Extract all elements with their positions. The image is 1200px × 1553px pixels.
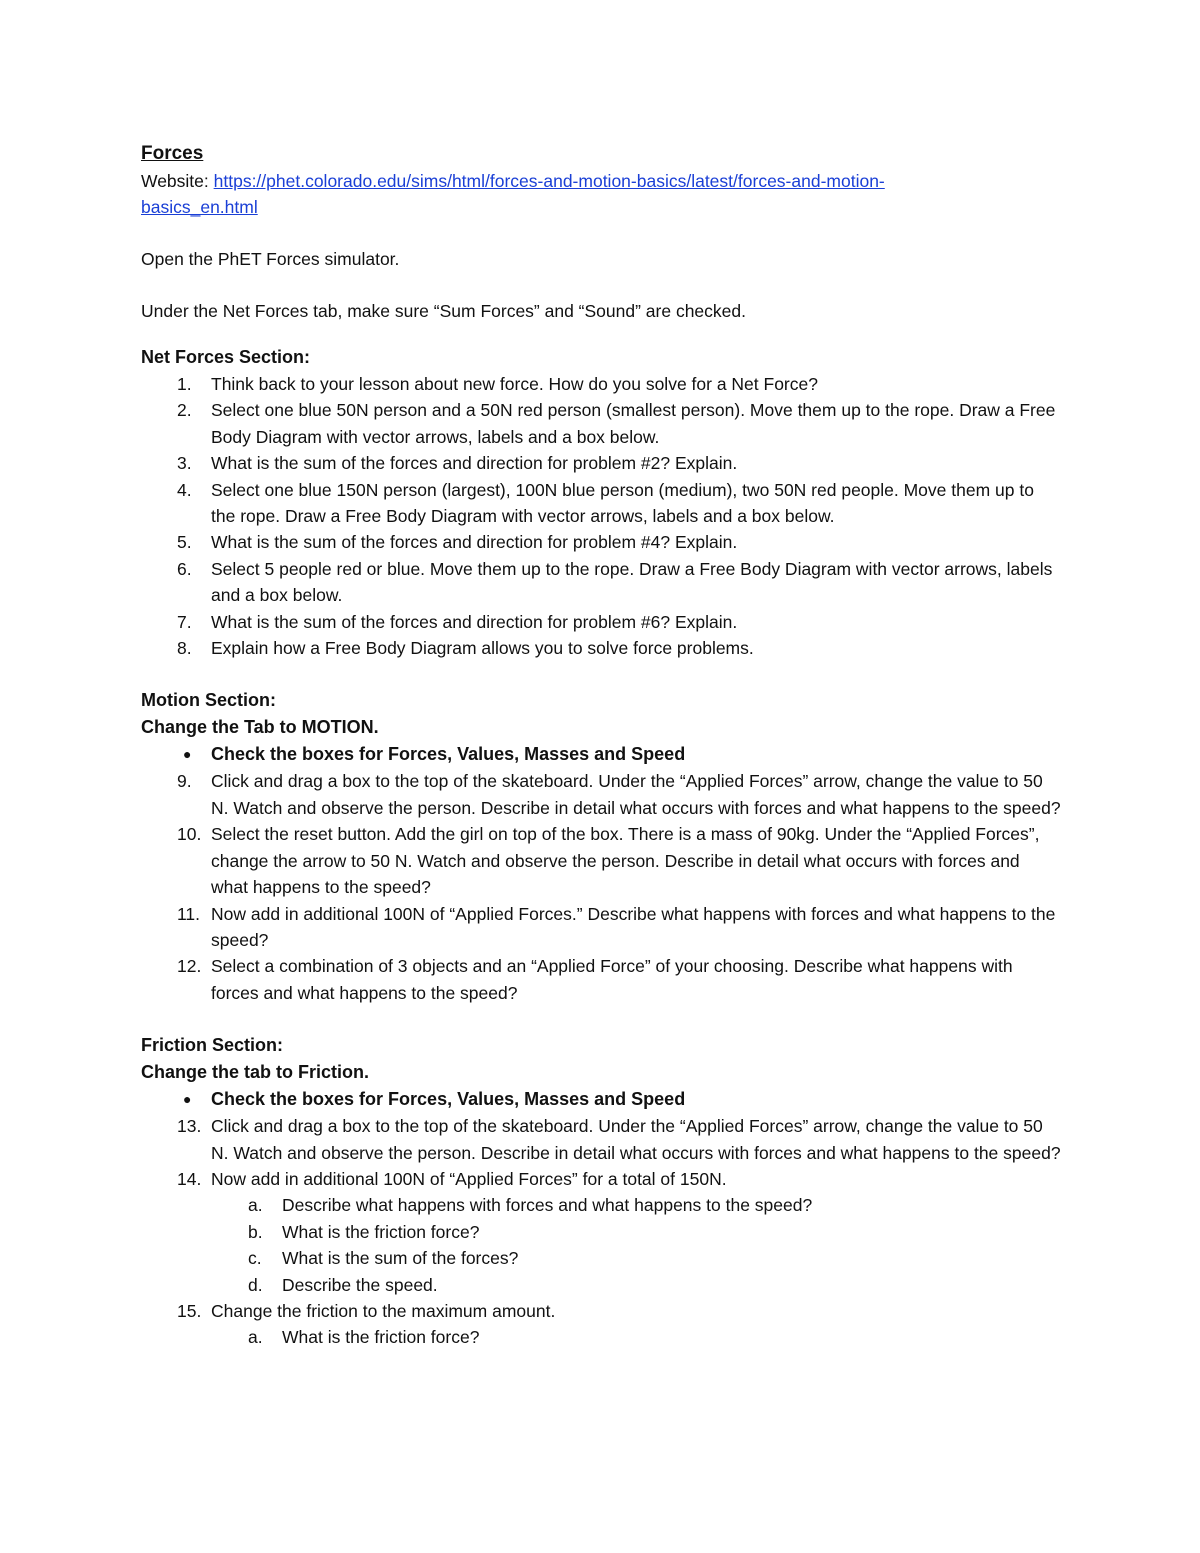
net-forces-list xyxy=(141,371,1061,661)
bullet-item xyxy=(141,741,1061,768)
sub-letter: c. xyxy=(248,1248,262,1269)
item-text: Think back to your lesson about new force. How do you solve for a Net Force? xyxy=(211,374,818,394)
friction-subheading: Change the tab to Friction. xyxy=(141,1062,369,1083)
list-item xyxy=(141,901,1061,954)
list-item xyxy=(141,953,1061,1006)
sub-text: What is the friction force? xyxy=(282,1327,480,1348)
sub-text: What is the friction force? xyxy=(282,1221,480,1242)
item-number: 2. xyxy=(177,400,192,421)
sub-list-item xyxy=(141,1272,1061,1298)
list-item xyxy=(141,821,1061,900)
bullet-icon: ● xyxy=(183,1091,192,1108)
list-item xyxy=(141,609,1061,635)
sub-list-item xyxy=(141,1324,1061,1350)
item-number: 8. xyxy=(177,638,192,659)
item-text: What is the sum of the forces and direction for problem #6? Explain. xyxy=(211,611,738,632)
list-item xyxy=(141,556,1061,609)
item-number: 13. xyxy=(177,1116,202,1137)
list-item xyxy=(141,450,1061,476)
website-link[interactable]: https://phet.colorado.edu/sims/html/forces-and-motion-basics/latest/forces-and-motion- xyxy=(213,171,885,191)
intro-text: Open the PhET Forces simulator. xyxy=(141,249,400,269)
website-link-cont[interactable]: basics_en.html xyxy=(141,197,258,217)
item-number: 14. xyxy=(177,1168,202,1189)
friction-list xyxy=(141,1113,1061,1351)
item-number: 12. xyxy=(177,956,202,977)
document-page xyxy=(141,140,1061,1351)
list-item xyxy=(141,1166,1061,1192)
item-number: 7. xyxy=(177,611,192,632)
document-title: Forces xyxy=(141,143,204,164)
sub-list-item xyxy=(141,1192,1061,1218)
sub-letter: b. xyxy=(248,1221,263,1242)
item-number: 3. xyxy=(177,453,192,474)
list-item xyxy=(141,397,1061,450)
item-text: Select 5 people red or blue. Move them up to the rope. Draw a Free Body Diagram with vector arrows, labels and a box below. xyxy=(211,558,1053,606)
item-text: Select a combination of 3 objects and an “Applied Force” of your choosing. Describe what happens with forces and what happens to the speed? xyxy=(211,956,1013,1003)
item-text: Click and drag a box to the top of the skateboard. Under the “Applied Forces” arrow, change the value to 50 N. Watch and observe the person. Describe in detail what occurs with forces and what happens to the speed? xyxy=(211,771,1061,818)
item-text: Select one blue 50N person and a 50N red person (smallest person). Move them up to the rope. Draw a Free Body Diagram with vector arrows, labels and a box below. xyxy=(211,400,1056,447)
website-label: Website: xyxy=(141,171,214,191)
sub-letter: d. xyxy=(248,1274,263,1295)
list-item xyxy=(141,768,1061,821)
item-text: What is the sum of the forces and direction for problem #2? Explain. xyxy=(211,453,738,474)
sub-letter: a. xyxy=(248,1195,263,1216)
instruction-text: Under the Net Forces tab, make sure “Sum Forces” and “Sound” are checked. xyxy=(141,301,746,321)
motion-heading: Motion Section: xyxy=(141,690,276,711)
website-line xyxy=(141,168,1061,220)
sub-list-item xyxy=(141,1245,1061,1271)
bullet-item xyxy=(141,1086,1061,1113)
motion-subheading: Change the Tab to MOTION. xyxy=(141,717,379,738)
item-text: Select the reset button. Add the girl on top of the box. There is a mass of 90kg. Under the “Applied Forces”, change the arrow to 50 N. Watch and observe the person. Describe in detail what occurs with forces and what happens to the speed? xyxy=(211,824,1040,898)
net-forces-heading: Net Forces Section: xyxy=(141,347,311,367)
list-item xyxy=(141,635,1061,661)
bullet-text: Check the boxes for Forces, Values, Masses and Speed xyxy=(211,744,686,765)
item-text: Click and drag a box to the top of the skateboard. Under the “Applied Forces” arrow, change the value to 50 N. Watch and observe the person. Describe in detail what occurs with forces and what happens to the speed? xyxy=(211,1116,1061,1163)
item-number: 6. xyxy=(177,558,192,579)
item-text: Change the friction to the maximum amount. xyxy=(211,1300,556,1321)
list-item xyxy=(141,1298,1061,1324)
sub-letter: a. xyxy=(248,1327,263,1348)
item-number: 15. xyxy=(177,1300,202,1321)
item-text: Explain how a Free Body Diagram allows you to solve force problems. xyxy=(211,638,754,659)
sub-list-item xyxy=(141,1219,1061,1245)
item-text: Now add in additional 100N of “Applied Forces” for a total of 150N. xyxy=(211,1168,727,1189)
sub-text: What is the sum of the forces? xyxy=(282,1248,519,1269)
bullet-text: Check the boxes for Forces, Values, Masses and Speed xyxy=(211,1089,686,1110)
bullet-icon: ● xyxy=(183,746,192,763)
sub-text: Describe what happens with forces and what happens to the speed? xyxy=(282,1195,813,1216)
item-number: 5. xyxy=(177,532,192,553)
sub-text: Describe the speed. xyxy=(282,1274,438,1295)
item-number: 9. xyxy=(177,771,192,792)
item-text: Select one blue 150N person (largest), 100N blue person (medium), two 50N red people. Move them up to the rope. Draw a Free Body Diagram with vector arrows, labels and a box below. xyxy=(211,479,1034,527)
list-item xyxy=(141,371,1061,397)
motion-list xyxy=(141,768,1061,1006)
item-number: 4. xyxy=(177,479,192,500)
item-number: 11. xyxy=(177,903,201,924)
friction-heading: Friction Section: xyxy=(141,1035,284,1056)
list-item xyxy=(141,529,1061,555)
item-text: Now add in additional 100N of “Applied Forces.” Describe what happens with forces and what happens to the speed? xyxy=(211,903,1056,950)
list-item xyxy=(141,477,1061,530)
item-number: 1. xyxy=(177,374,192,394)
list-item xyxy=(141,1113,1061,1166)
item-number: 10. xyxy=(177,824,202,845)
item-text: What is the sum of the forces and direction for problem #4? Explain. xyxy=(211,532,738,553)
